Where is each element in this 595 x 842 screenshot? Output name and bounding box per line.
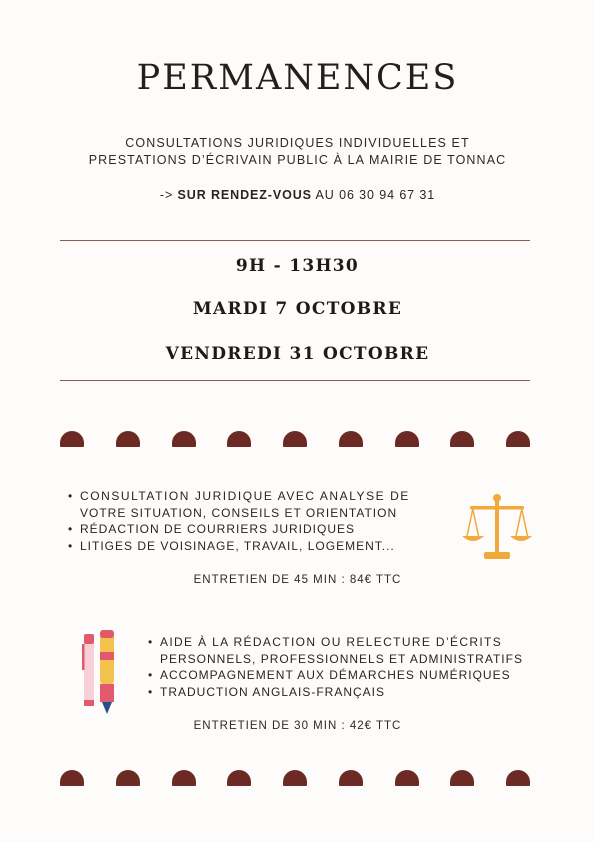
dome-decoration (283, 431, 307, 447)
list-item: • RÉDACTION DE COURRIERS JURIDIQUES (68, 521, 448, 538)
appointment-phone: AU 06 30 94 67 31 (311, 188, 436, 202)
dome-decoration (339, 431, 363, 447)
dome-decoration (339, 770, 363, 786)
appointment-arrow: -> (159, 188, 178, 202)
appointment-bold: SUR RENDEZ-VOUS (177, 188, 312, 202)
schedule-hours: 9H - 13H30 (235, 256, 360, 276)
pens-icon (80, 630, 124, 716)
dome-decoration (395, 431, 419, 447)
dome-decoration (172, 431, 196, 447)
dome-decoration (172, 770, 196, 786)
list-item: • LITIGES DE VOISINAGE, TRAVAIL, LOGEMENT... (68, 538, 448, 555)
dome-decoration (60, 431, 84, 447)
dome-decoration (60, 770, 84, 786)
dome-decoration (116, 770, 140, 786)
list-item: • CONSULTATION JURIDIQUE AVEC ANALYSE DE (68, 488, 448, 505)
legal-services-list (68, 488, 448, 554)
list-item-continuation: PERSONNELS, PROFESSIONNELS ET ADMINISTRATIFS (160, 651, 523, 666)
list-item: • AIDE À LA RÉDACTION OU RELECTURE D’ÉCRITS (148, 634, 558, 651)
dome-decoration (450, 770, 474, 786)
schedule-date-1: MARDI 7 OCTOBRE (192, 299, 403, 319)
legal-price: ENTRETIEN DE 45 MIN : 84€ TTC (193, 574, 402, 586)
appointment-line (0, 188, 595, 202)
dome-decoration (283, 770, 307, 786)
dome-decoration (395, 770, 419, 786)
writing-price: ENTRETIEN DE 30 MIN : 42€ TTC (193, 720, 402, 732)
dome-decoration (116, 431, 140, 447)
list-item-continuation: VOTRE SITUATION, CONSEILS ET ORIENTATION (80, 505, 398, 520)
list-item: • TRADUCTION ANGLAIS-FRANÇAIS (148, 684, 558, 701)
subtitle-line-1: CONSULTATIONS JURIDIQUES INDIVIDUELLES ET (125, 136, 470, 150)
schedule-date-2: VENDREDI 31 OCTOBRE (165, 344, 430, 364)
writing-services-list (148, 634, 558, 700)
subtitle-line-2: PRESTATIONS D’ÉCRIVAIN PUBLIC À LA MAIRIE DE TONNAC (88, 153, 507, 167)
dome-decoration (506, 770, 530, 786)
page-title: PERMANENCES (136, 58, 459, 98)
scales-of-justice-icon (462, 490, 532, 566)
dome-decoration (450, 431, 474, 447)
dome-decoration (227, 431, 251, 447)
top-divider (60, 240, 530, 241)
dome-decoration (227, 770, 251, 786)
list-item: • ACCOMPAGNEMENT AUX DÉMARCHES NUMÉRIQUES (148, 667, 558, 684)
decorative-dome-row-top (60, 431, 530, 447)
bottom-divider (60, 380, 530, 381)
decorative-dome-row-bottom (60, 770, 530, 786)
dome-decoration (506, 431, 530, 447)
